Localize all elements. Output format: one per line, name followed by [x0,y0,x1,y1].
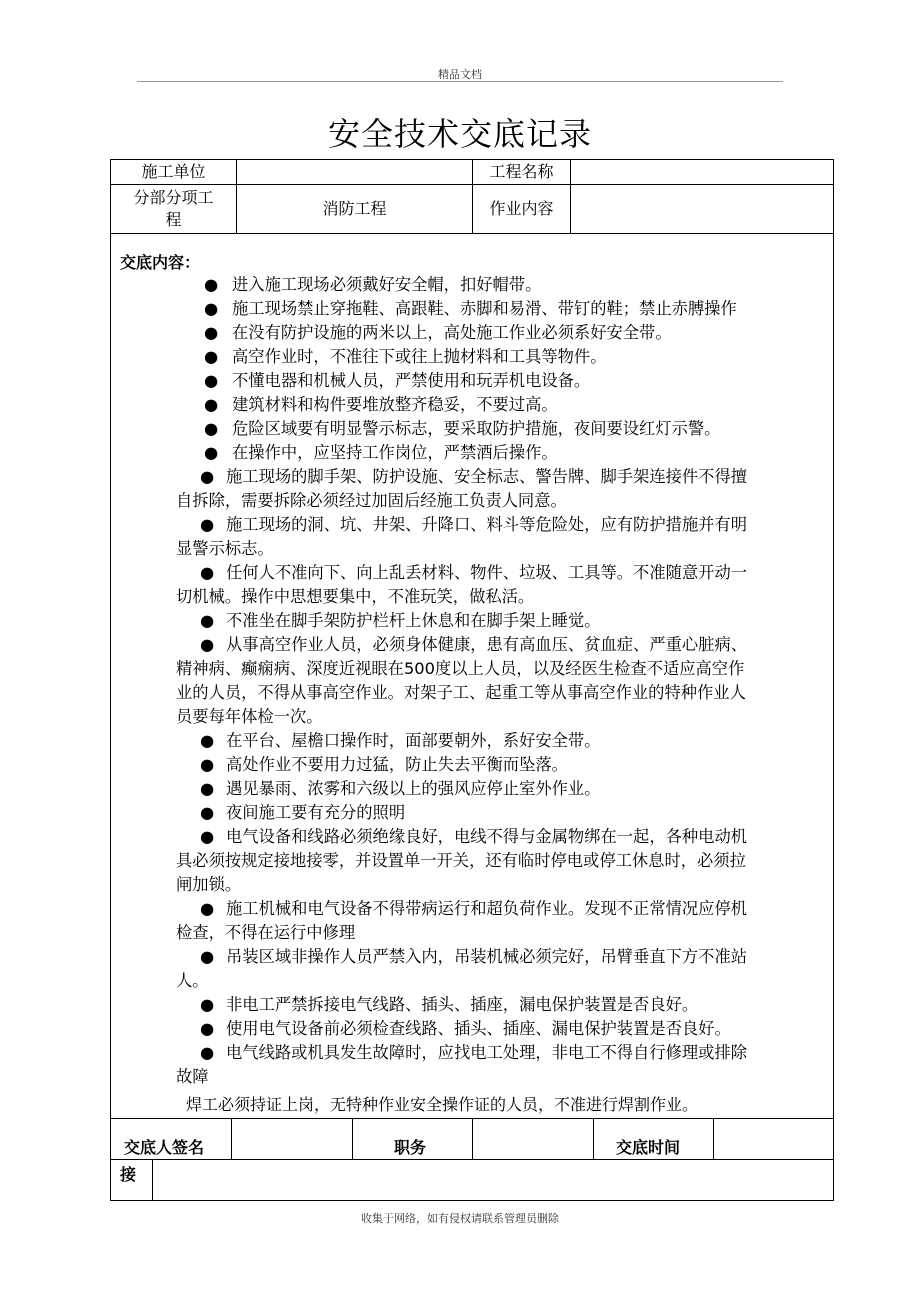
page-header: 精品文档 [438,68,482,81]
list-item: ● 进入施工现场必须戴好安全帽，扣好帽带。 [176,273,826,297]
subitem-label-line1: 分部分项工 [133,188,214,207]
list-item: ● 遇见暴雨、浓雾和六级以上的强风应停止室外作业。 [176,777,826,801]
giver-signature-label: 交底人签名 [124,1138,205,1157]
subitem-label-line2: 程 [165,210,182,229]
list-item: ● 不准坐在脚手架防护栏杆上休息和在脚手架上睡觉。 [176,609,826,633]
column-divider [593,1118,594,1159]
bullet-icon: ● [204,323,219,342]
list-item-continuation: 切机械。操作中思想要集中，不准玩笑，做私活。 [176,587,535,606]
bullet-icon: ● [200,779,215,798]
bullet-icon: ● [200,995,215,1014]
column-divider [152,1159,153,1201]
column-divider [352,1118,353,1159]
list-item: ● 施工现场禁止穿拖鞋、高跟鞋、赤脚和易滑、带钉的鞋；禁止赤膊操作 [176,297,826,321]
list-item: ● 夜间施工要有充分的照明 [176,801,826,825]
bullet-icon: ● [200,827,215,846]
list-item: ● 施工机械和电气设备不得带病运行和超负荷作业。发现不正常情况应停机 [176,897,826,921]
receiver-label: 接 [120,1165,137,1184]
list-item: ● 使用电气设备前必须检查线路、插头、插座、漏电保护装置是否良好。 [176,1017,826,1041]
list-item-continuation: 员要每年体检一次。 [176,707,323,726]
list-item: ● 在操作中，应坚持工作岗位，严禁酒后操作。 [176,441,826,465]
list-item-continuation: 检查，不得在运行中修理 [176,923,356,942]
subitem-label [111,185,236,233]
list-item-continuation: 显警示标志。 [176,539,274,558]
column-divider [713,1118,714,1159]
list-item: ● 施工现场的洞、坑、井架、升降口、料斗等危险处，应有防护措施并有明 [176,513,826,537]
list-item: ● 建筑材料和构件要堆放整齐稳妥，不要过高。 [176,393,826,417]
list-item: ● 在没有防护设施的两米以上，高处施工作业必须系好安全带。 [176,321,826,345]
list-item: ● 不懂电器和机械人员，严禁使用和玩弄机电设备。 [176,369,826,393]
position-label: 职务 [394,1138,427,1157]
list-item: ● 电气设备和线路必须绝缘良好，电线不得与金属物绑在一起，各种电动机 [176,825,826,849]
list-item: ● 高处作业不要用力过猛，防止失去平衡而坠落。 [176,753,826,777]
bullet-icon: ● [200,899,215,918]
column-divider [231,1118,232,1159]
unit-value [237,160,472,184]
project-label: 工程名称 [489,162,554,181]
list-item-continuation: 精神病、癫痫病、深度近视眼在500度以上人员，以及经医生检查不适应高空作 [176,659,745,678]
list-item-continuation: 闸加锁。 [176,875,242,894]
time-label: 交底时间 [616,1138,681,1157]
subitem-value: 消防工程 [322,199,387,218]
bullet-icon: ● [204,443,219,462]
safety-items-list [176,273,826,1089]
list-item-continuation: 业的人员，不得从事高空作业。对架子工、起重工等从事高空作业的特种作业人 [176,683,746,702]
bullet-icon: ● [204,371,219,390]
bullet-icon: ● [200,515,215,534]
document-title: 安全技术交底记录 [327,115,592,153]
bullet-icon: ● [200,1019,215,1038]
bullet-icon: ● [200,635,215,654]
list-item: ● 吊装区域非操作人员严禁入内，吊装机械必须完好，吊臂垂直下方不准站 [176,945,826,969]
bullet-icon: ● [204,419,219,438]
work-value [571,185,833,233]
column-divider [472,1118,473,1159]
project-value [571,160,833,184]
bullet-icon: ● [200,947,215,966]
header-rule [137,81,783,82]
list-item-continuation: 具必须按规定接地接零，并设置单一开关，还有临时停电或停工休息时，必须拉 [176,851,746,870]
bullet-icon: ● [200,803,215,822]
list-item: ● 施工现场的脚手架、防护设施、安全标志、警告牌、脚手架连接件不得擅 [176,465,826,489]
bullet-icon: ● [200,563,215,582]
list-item: ● 任何人不准向下、向上乱丢材料、物件、垃圾、工具等。不准随意开动一 [176,561,826,585]
bullet-icon: ● [200,755,215,774]
list-item: ● 在平台、屋檐口操作时，面部要朝外，系好安全带。 [176,729,826,753]
row-divider [110,1159,834,1160]
list-item: ● 电气线路或机具发生故障时，应找电工处理，非电工不得自行修理或排除 [176,1041,826,1065]
list-item: ● 危险区域要有明显警示标志，要采取防护措施，夜间要设红灯示警。 [176,417,826,441]
bullet-icon: ● [204,299,219,318]
bullet-icon: ● [204,347,219,366]
bullet-icon: ● [204,395,219,414]
welding-requirement-text: 焊工必须持证上岗，无特种作业安全操作证的人员，不准进行焊割作业。 [186,1095,699,1114]
list-item-continuation: 人。 [176,971,209,990]
list-item-continuation: 故障 [176,1067,209,1086]
work-label: 作业内容 [489,199,554,218]
list-item: ● 非电工严禁拆接电气线路、插头、插座，漏电保护装置是否良好。 [176,993,826,1017]
bullet-icon: ● [200,731,215,750]
content-label: 交底内容： [120,253,201,272]
bullet-icon: ● [200,611,215,630]
unit-label: 施工单位 [141,162,206,181]
bullet-icon: ● [200,1043,215,1062]
list-item-continuation: 自拆除，需要拆除必须经过加固后经施工负责人同意。 [176,491,567,510]
page-footer: 收集于网络，如有侵权请联系管理员删除 [361,1212,559,1225]
bullet-icon: ● [204,275,219,294]
list-item: ● 从事高空作业人员，必须身体健康，患有高血压、贫血症、严重心脏病、 [176,633,826,657]
list-item: ● 高空作业时，不准往下或往上抛材料和工具等物件。 [176,345,826,369]
bullet-icon: ● [200,467,215,486]
row-divider [110,233,834,234]
